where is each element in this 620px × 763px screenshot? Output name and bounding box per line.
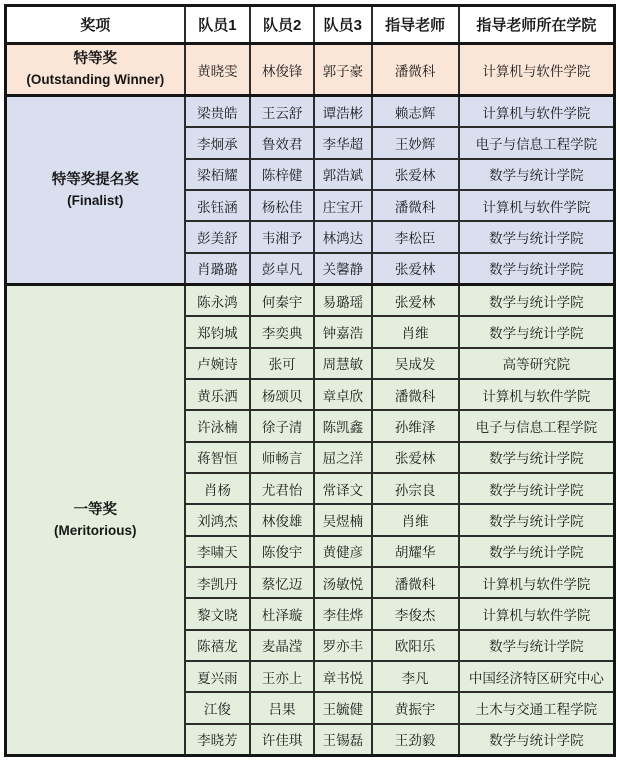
award-name: 特等奖 [73, 51, 118, 68]
table-row [6, 44, 615, 96]
college-cell: 中国经济特区研究中心 [459, 661, 615, 692]
member1-cell: 黄晓雯 [185, 44, 251, 96]
member2-cell: 鲁效君 [250, 127, 314, 158]
college-cell: 计算机与软件学院 [459, 96, 615, 128]
member3-cell: 王锡磊 [314, 724, 372, 756]
member3-cell: 吴煜楠 [314, 504, 372, 535]
advisor-cell: 潘微科 [372, 190, 459, 221]
member3-cell: 常译文 [314, 473, 372, 504]
award-name: 特等奖提名奖 [51, 171, 139, 188]
table-body [6, 44, 615, 756]
advisor-cell: 肖维 [372, 316, 459, 347]
advisor-cell: 李凡 [372, 661, 459, 692]
member2-cell: 师畅言 [250, 442, 314, 473]
member2-cell: 尤君怡 [250, 473, 314, 504]
college-cell: 数学与统计学院 [459, 285, 615, 317]
member3-cell: 关馨静 [314, 253, 372, 285]
college-cell: 数学与统计学院 [459, 221, 615, 252]
member1-cell: 梁贵皓 [185, 96, 251, 128]
member3-cell: 钟嘉浩 [314, 316, 372, 347]
award-cell [6, 285, 185, 756]
member2-cell: 韦湘予 [250, 221, 314, 252]
member3-cell: 屈之洋 [314, 442, 372, 473]
awards-table [4, 4, 616, 757]
member2-cell: 许佳琪 [250, 724, 314, 756]
advisor-cell: 黄振宇 [372, 692, 459, 723]
member3-cell: 周慧敏 [314, 348, 372, 379]
member2-cell: 张可 [250, 348, 314, 379]
member2-cell: 陈俊宇 [250, 536, 314, 567]
college-cell: 数学与统计学院 [459, 536, 615, 567]
college-cell: 数学与统计学院 [459, 473, 615, 504]
advisor-cell: 张爱林 [372, 253, 459, 285]
college-cell: 计算机与软件学院 [459, 379, 615, 410]
member1-cell: 夏兴雨 [185, 661, 251, 692]
award-cell [6, 96, 185, 285]
advisor-cell: 潘微科 [372, 379, 459, 410]
member2-cell: 杨颂贝 [250, 379, 314, 410]
column-header-5: 指导老师 [372, 6, 459, 44]
college-cell: 数学与统计学院 [459, 442, 615, 473]
member2-cell: 杜泽璇 [250, 598, 314, 629]
college-cell: 土木与交通工程学院 [459, 692, 615, 723]
member1-cell: 蒋智恒 [185, 442, 251, 473]
member1-cell: 李炯承 [185, 127, 251, 158]
advisor-cell: 肖维 [372, 504, 459, 535]
member2-cell: 王亦上 [250, 661, 314, 692]
member2-cell: 杨松佳 [250, 190, 314, 221]
member3-cell: 陈凯鑫 [314, 410, 372, 441]
advisor-cell: 张爱林 [372, 285, 459, 317]
member3-cell: 林鸿达 [314, 221, 372, 252]
college-cell: 电子与信息工程学院 [459, 127, 615, 158]
table-row [6, 285, 615, 317]
college-cell: 数学与统计学院 [459, 253, 615, 285]
member2-cell: 徐子清 [250, 410, 314, 441]
member1-cell: 陈禧龙 [185, 630, 251, 661]
award-cell [6, 44, 185, 96]
column-header-4: 队员3 [314, 6, 372, 44]
member2-cell: 陈梓健 [250, 159, 314, 190]
member2-cell: 吕果 [250, 692, 314, 723]
college-cell: 数学与统计学院 [459, 316, 615, 347]
member3-cell: 李华超 [314, 127, 372, 158]
member3-cell: 谭浩彬 [314, 96, 372, 128]
advisor-cell: 孙维泽 [372, 410, 459, 441]
member1-cell: 李啸天 [185, 536, 251, 567]
advisor-cell: 赖志辉 [372, 96, 459, 128]
college-cell: 数学与统计学院 [459, 504, 615, 535]
member1-cell: 刘鸿杰 [185, 504, 251, 535]
advisor-cell: 张爱林 [372, 159, 459, 190]
member3-cell: 章卓欣 [314, 379, 372, 410]
column-header-3: 队员2 [250, 6, 314, 44]
advisor-cell: 胡耀华 [372, 536, 459, 567]
award-name: 一等奖 [73, 501, 118, 518]
member3-cell: 李佳烨 [314, 598, 372, 629]
member2-cell: 彭卓凡 [250, 253, 314, 285]
column-header-2: 队员1 [185, 6, 251, 44]
column-header-1: 奖项 [6, 6, 185, 44]
member3-cell: 郭浩斌 [314, 159, 372, 190]
advisor-cell: 潘微科 [372, 567, 459, 598]
college-cell: 计算机与软件学院 [459, 44, 615, 96]
table-row [6, 96, 615, 128]
member1-cell: 黄乐洒 [185, 379, 251, 410]
member1-cell: 许泳楠 [185, 410, 251, 441]
member1-cell: 彭美舒 [185, 221, 251, 252]
member1-cell: 江俊 [185, 692, 251, 723]
advisor-cell: 王劲毅 [372, 724, 459, 756]
college-cell: 数学与统计学院 [459, 724, 615, 756]
header-row [6, 6, 615, 44]
college-cell: 计算机与软件学院 [459, 567, 615, 598]
member1-cell: 黎文晓 [185, 598, 251, 629]
member1-cell: 肖璐璐 [185, 253, 251, 285]
member2-cell: 麦晶滢 [250, 630, 314, 661]
college-cell: 高等研究院 [459, 348, 615, 379]
award-name-en: (Meritorious) [54, 522, 137, 538]
member2-cell: 林俊锋 [250, 44, 314, 96]
member1-cell: 陈永鸿 [185, 285, 251, 317]
member1-cell: 肖杨 [185, 473, 251, 504]
advisor-cell: 李松臣 [372, 221, 459, 252]
member2-cell: 王云舒 [250, 96, 314, 128]
member3-cell: 汤敏悦 [314, 567, 372, 598]
advisor-cell: 李俊杰 [372, 598, 459, 629]
college-cell: 数学与统计学院 [459, 159, 615, 190]
member3-cell: 罗亦丰 [314, 630, 372, 661]
advisor-cell: 孙宗良 [372, 473, 459, 504]
member3-cell: 章书悦 [314, 661, 372, 692]
member3-cell: 庄宝开 [314, 190, 372, 221]
member1-cell: 梁栢耀 [185, 159, 251, 190]
member1-cell: 李晓芳 [185, 724, 251, 756]
member1-cell: 郑钧城 [185, 316, 251, 347]
member1-cell: 卢婉诗 [185, 348, 251, 379]
member2-cell: 何秦宇 [250, 285, 314, 317]
member3-cell: 黄健彦 [314, 536, 372, 567]
member2-cell: 李奕典 [250, 316, 314, 347]
member3-cell: 郭子豪 [314, 44, 372, 96]
college-cell: 计算机与软件学院 [459, 190, 615, 221]
member2-cell: 蔡忆迈 [250, 567, 314, 598]
advisor-cell: 潘微科 [372, 44, 459, 96]
award-name-en: (Finalist) [67, 192, 124, 208]
college-cell: 电子与信息工程学院 [459, 410, 615, 441]
advisor-cell: 吴成发 [372, 348, 459, 379]
member3-cell: 易璐瑶 [314, 285, 372, 317]
member1-cell: 李凯丹 [185, 567, 251, 598]
award-name-en: (Outstanding Winner) [26, 72, 165, 88]
advisor-cell: 张爱林 [372, 442, 459, 473]
college-cell: 计算机与软件学院 [459, 598, 615, 629]
column-header-6: 指导老师所在学院 [459, 6, 615, 44]
member1-cell: 张钰涵 [185, 190, 251, 221]
table-header [6, 6, 615, 44]
member2-cell: 林俊雄 [250, 504, 314, 535]
college-cell: 数学与统计学院 [459, 630, 615, 661]
member3-cell: 王毓健 [314, 692, 372, 723]
advisor-cell: 王妙辉 [372, 127, 459, 158]
advisor-cell: 欧阳乐 [372, 630, 459, 661]
